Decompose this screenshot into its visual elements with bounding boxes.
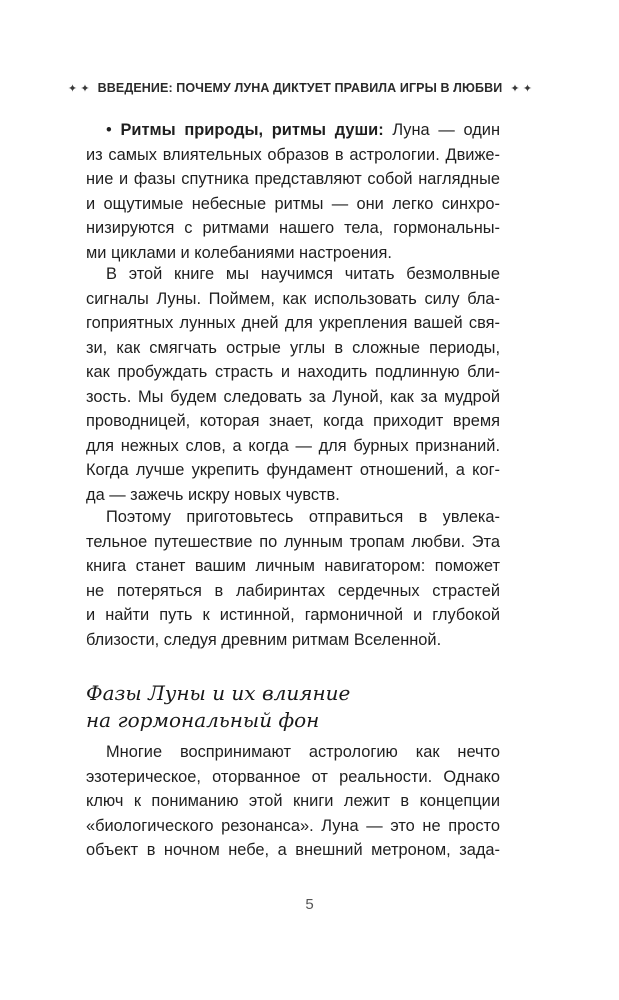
text-line: ключ к пониманию этой книги лежит в концепции [86, 792, 500, 810]
running-header-title: ВВЕДЕНИЕ: ПОЧЕМУ ЛУНА ДИКТУЕТ ПРАВИЛА ИГРЫ В ЛЮБВИ [97, 81, 503, 95]
text-line: ние и фазы спутника представляют собой наглядные [86, 170, 500, 188]
text-line: «биологического резонанса». Луна — это не просто [86, 816, 500, 835]
text-line: сигналы Луны. Поймем, как использовать силу бла- [86, 289, 500, 308]
text-line: книга станет вашим личным навигатором: поможет [86, 557, 500, 575]
text-line: как пробуждать страсть и находить подлинную бли- [86, 363, 500, 381]
section-heading-line: Фазы Луны и их влияние [86, 681, 351, 705]
section-paragraph [86, 740, 500, 863]
text-line: и найти путь к истинной, гармоничной и глубокой [86, 606, 500, 624]
text-line: проводницей, которая знает, когда приходит время [86, 412, 500, 430]
text-line: гоприятных лунных дней для укрепления вашей свя- [86, 314, 500, 332]
bullet-bold-lead: Ритмы природы, ритмы души: [120, 121, 384, 139]
text-line: В этой книге мы научимся читать безмолвные [106, 265, 500, 283]
text-line: близости, следуя древним ритмам Вселенной. [86, 630, 442, 649]
page-number: 5 [305, 896, 314, 913]
body-paragraph [86, 505, 500, 652]
bullet-text: Луна — один [383, 121, 500, 139]
text-line: из самых влиятельных образов в астрологии. Движе- [86, 145, 500, 164]
star-ornament-right-icon: ✦ ✦ [510, 82, 533, 95]
text-line: не потеряться в лабиринтах сердечных страстей [86, 581, 500, 600]
text-line: зость. Мы будем следовать за Луной, как за мудрой [86, 387, 500, 406]
text-line: да — зажечь искру новых чувств. [86, 485, 340, 504]
body-paragraph [86, 262, 500, 507]
text-line: эзотерическое, оторванное от реальности. Однако [86, 767, 500, 786]
text-line: Многие воспринимают астрологию как нечто [106, 743, 500, 761]
section-heading-line: на гормональный фон [86, 708, 320, 732]
running-header [67, 78, 533, 98]
text-line: низируются с ритмами нашего тела, гормональны- [86, 219, 500, 237]
text-line: ми циклами и колебаниями настроения. [86, 243, 392, 262]
text-line: Поэтому приготовьтесь отправиться в увлека- [106, 508, 500, 526]
text-line: зи, как смягчать острые углы в сложные периоды, [86, 338, 500, 357]
bullet-marker: • [106, 121, 112, 139]
bullet-paragraph [86, 118, 500, 265]
star-ornament-left-icon: ✦ ✦ [67, 82, 90, 95]
text-line: Когда лучше укрепить фундамент отношений, а ког- [86, 461, 500, 479]
text-line: объект в ночном небе, а внешний метроном, зада- [86, 841, 500, 859]
text-line [86, 118, 500, 143]
text-line: и ощутимые небесные ритмы — они легко синхро- [86, 194, 500, 213]
text-line: для нежных слов, а когда — для бурных признаний. [86, 436, 500, 455]
section-heading [86, 680, 500, 734]
text-line: тельное путешествие по лунным тропам любви. Эта [86, 532, 500, 551]
